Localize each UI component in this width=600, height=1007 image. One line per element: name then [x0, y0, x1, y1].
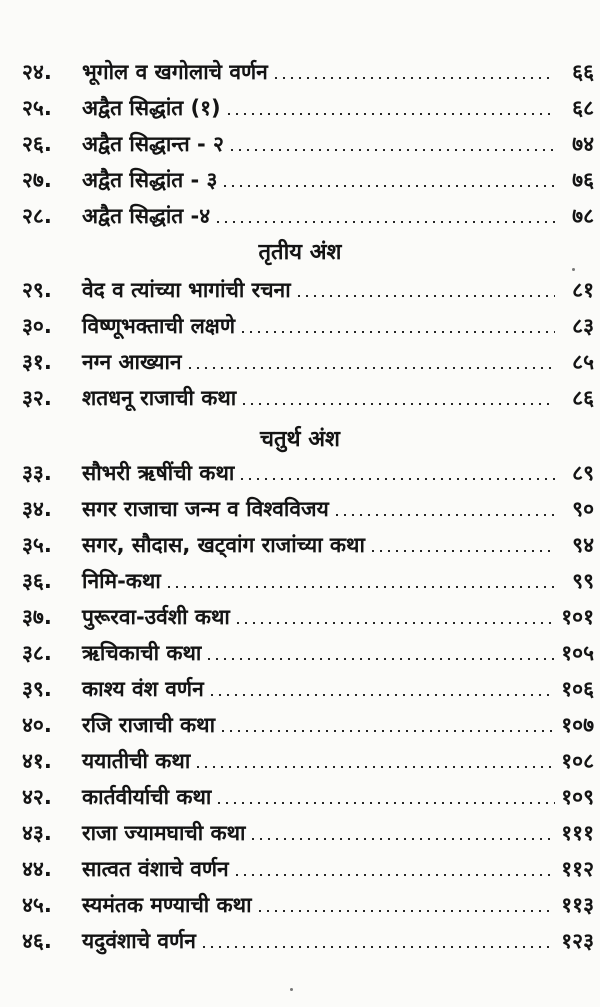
- entry-title: सौभरी ऋषींची कथा: [82, 461, 235, 485]
- toc-entry: [22, 86, 594, 122]
- dot-leader: [333, 514, 555, 516]
- entry-title: यदुवंशाचे वर्णन: [82, 929, 196, 953]
- toc-entry: [22, 739, 594, 775]
- entry-title: पुरूरवा-उर्वशी कथा: [82, 605, 230, 629]
- toc-entry: [22, 775, 594, 811]
- entry-title: राजा ज्यामघाची कथा: [82, 821, 246, 845]
- dot-leader: [238, 478, 555, 480]
- entry-number: ४३.: [22, 821, 52, 845]
- entry-page-number: ८५: [572, 350, 594, 374]
- dot-leader: [256, 910, 555, 912]
- entry-title: अद्वैत सिद्धान्त - २: [82, 132, 224, 156]
- dot-leader: [208, 694, 555, 696]
- dot-leader: [214, 221, 555, 223]
- entry-title: सगर, सौदास, खट्वांग राजांच्या कथा: [82, 533, 365, 557]
- entry-number: ३२.: [22, 386, 52, 410]
- entry-number: ४५.: [22, 893, 52, 917]
- toc-entry: [22, 194, 594, 230]
- entry-page-number: १२३: [561, 929, 594, 953]
- toc-entry: [22, 340, 594, 376]
- entry-title: काश्य वंश वर्णन: [82, 677, 204, 701]
- dot-leader: [233, 874, 555, 876]
- entry-number: २८.: [22, 204, 52, 228]
- entry-title: वेद व त्यांच्या भागांची रचना: [82, 278, 291, 302]
- entry-title: शतधनू राजाची कथा: [82, 386, 237, 410]
- dot-leader: [221, 185, 555, 187]
- entry-page-number: ६६: [572, 60, 594, 84]
- dot-leader: [215, 802, 555, 804]
- toc-entry: [22, 703, 594, 739]
- entry-title: स्यमंतक मण्याची कथा: [82, 893, 252, 917]
- entry-page-number: ८१: [572, 278, 594, 302]
- entry-number: ४१.: [22, 749, 52, 773]
- toc-entry: [22, 523, 594, 559]
- entry-page-number: ८६: [572, 386, 594, 410]
- dot-leader: [194, 766, 555, 768]
- entry-number: ३८.: [22, 641, 52, 665]
- entry-number: २९.: [22, 278, 52, 302]
- entry-number: २५.: [22, 96, 52, 120]
- entry-title: अद्वैत सिद्धांत -४: [82, 204, 211, 228]
- entry-page-number: ११३: [561, 893, 594, 917]
- section-heading: तृतीय अंश: [258, 240, 342, 265]
- toc-entry: [22, 304, 594, 340]
- entry-page-number: ८९: [572, 461, 594, 485]
- entry-title: सगर राजाचा जन्म व विश्वविजय: [82, 497, 329, 521]
- entry-number: ३०.: [22, 314, 52, 338]
- toc-entry: [22, 667, 594, 703]
- toc-entry: [22, 122, 594, 158]
- entry-number: ३७.: [22, 605, 52, 629]
- dot-leader: [239, 331, 555, 333]
- entry-number: ३६.: [22, 569, 52, 593]
- entry-number: २४.: [22, 60, 52, 84]
- entry-page-number: १०७: [561, 713, 594, 737]
- dot-leader: [219, 730, 555, 732]
- entry-number: ४०.: [22, 713, 52, 737]
- entry-title: निमि-कथा: [82, 569, 161, 593]
- dot-leader: [295, 295, 555, 297]
- dot-leader: [272, 77, 555, 79]
- dot-leader: [228, 149, 555, 151]
- entry-page-number: ११२: [561, 857, 594, 881]
- dot-leader: [186, 367, 555, 369]
- entry-page-number: ९४: [572, 533, 594, 557]
- dot-leader: [165, 586, 555, 588]
- entry-number: २६.: [22, 132, 52, 156]
- dot-leader: [205, 658, 555, 660]
- entry-page-number: ९९: [572, 569, 594, 593]
- dot-leader: [225, 113, 555, 115]
- entry-number: ४६.: [22, 929, 52, 953]
- entry-title: ययातीची कथा: [82, 749, 191, 773]
- entry-title: भूगोल व खगोलाचे वर्णन: [82, 60, 268, 84]
- dot-leader: [200, 946, 555, 948]
- entry-page-number: ८३: [572, 314, 594, 338]
- entry-page-number: ९०: [572, 497, 594, 521]
- toc-entry: [22, 559, 594, 595]
- entry-number: ३१.: [22, 350, 52, 374]
- toc-entry: [22, 631, 594, 667]
- entry-page-number: ७४: [572, 132, 594, 156]
- entry-number: ३४.: [22, 497, 52, 521]
- toc-entry: [22, 595, 594, 631]
- entry-number: ४४.: [22, 857, 52, 881]
- entry-page-number: ७६: [572, 168, 594, 192]
- toc-entry: [22, 451, 594, 487]
- entry-page-number: १०५: [561, 641, 594, 665]
- entry-page-number: १०६: [561, 677, 594, 701]
- entry-title: सात्वत वंशाचे वर्णन: [82, 857, 229, 881]
- toc-entry: [22, 158, 594, 194]
- entry-page-number: १०८: [561, 749, 594, 773]
- toc-entry: [22, 268, 594, 304]
- entry-title: नग्न आख्यान: [82, 350, 182, 374]
- dot-leader: [369, 550, 555, 552]
- dot-leader: [249, 838, 555, 840]
- toc-entry: [22, 847, 594, 883]
- entry-number: ३३.: [22, 461, 52, 485]
- entry-number: ४२.: [22, 785, 52, 809]
- dot-leader: [240, 403, 555, 405]
- entry-title: कार्तवीर्याची कथा: [82, 785, 212, 809]
- entry-page-number: १०९: [561, 785, 594, 809]
- toc-entry: [22, 50, 594, 86]
- entry-title: अद्वैत सिद्धांत - ३: [82, 168, 218, 192]
- entry-page-number: १०१: [561, 605, 594, 629]
- entry-title: रजि राजाची कथा: [82, 713, 216, 737]
- toc-entry: [22, 919, 594, 955]
- entry-page-number: ७८: [572, 204, 594, 228]
- section-heading: चतुर्थ अंश: [260, 427, 340, 452]
- toc-entry: [22, 487, 594, 523]
- entry-page-number: १११: [561, 821, 594, 845]
- entry-number: ३९.: [22, 677, 52, 701]
- print-speck: [572, 268, 575, 271]
- dot-leader: [234, 622, 555, 624]
- toc-entry: [22, 811, 594, 847]
- toc-entry: [22, 883, 594, 919]
- entry-title: विष्णूभक्ताची लक्षणे: [82, 314, 236, 338]
- entry-page-number: ६८: [572, 96, 594, 120]
- entry-number: ३५.: [22, 533, 52, 557]
- entry-title: ऋचिकाची कथा: [82, 641, 202, 665]
- toc-entry: [22, 376, 594, 412]
- entry-number: २७.: [22, 168, 52, 192]
- entry-title: अद्वैत सिद्धांत (१): [82, 96, 221, 120]
- print-speck: [290, 988, 293, 991]
